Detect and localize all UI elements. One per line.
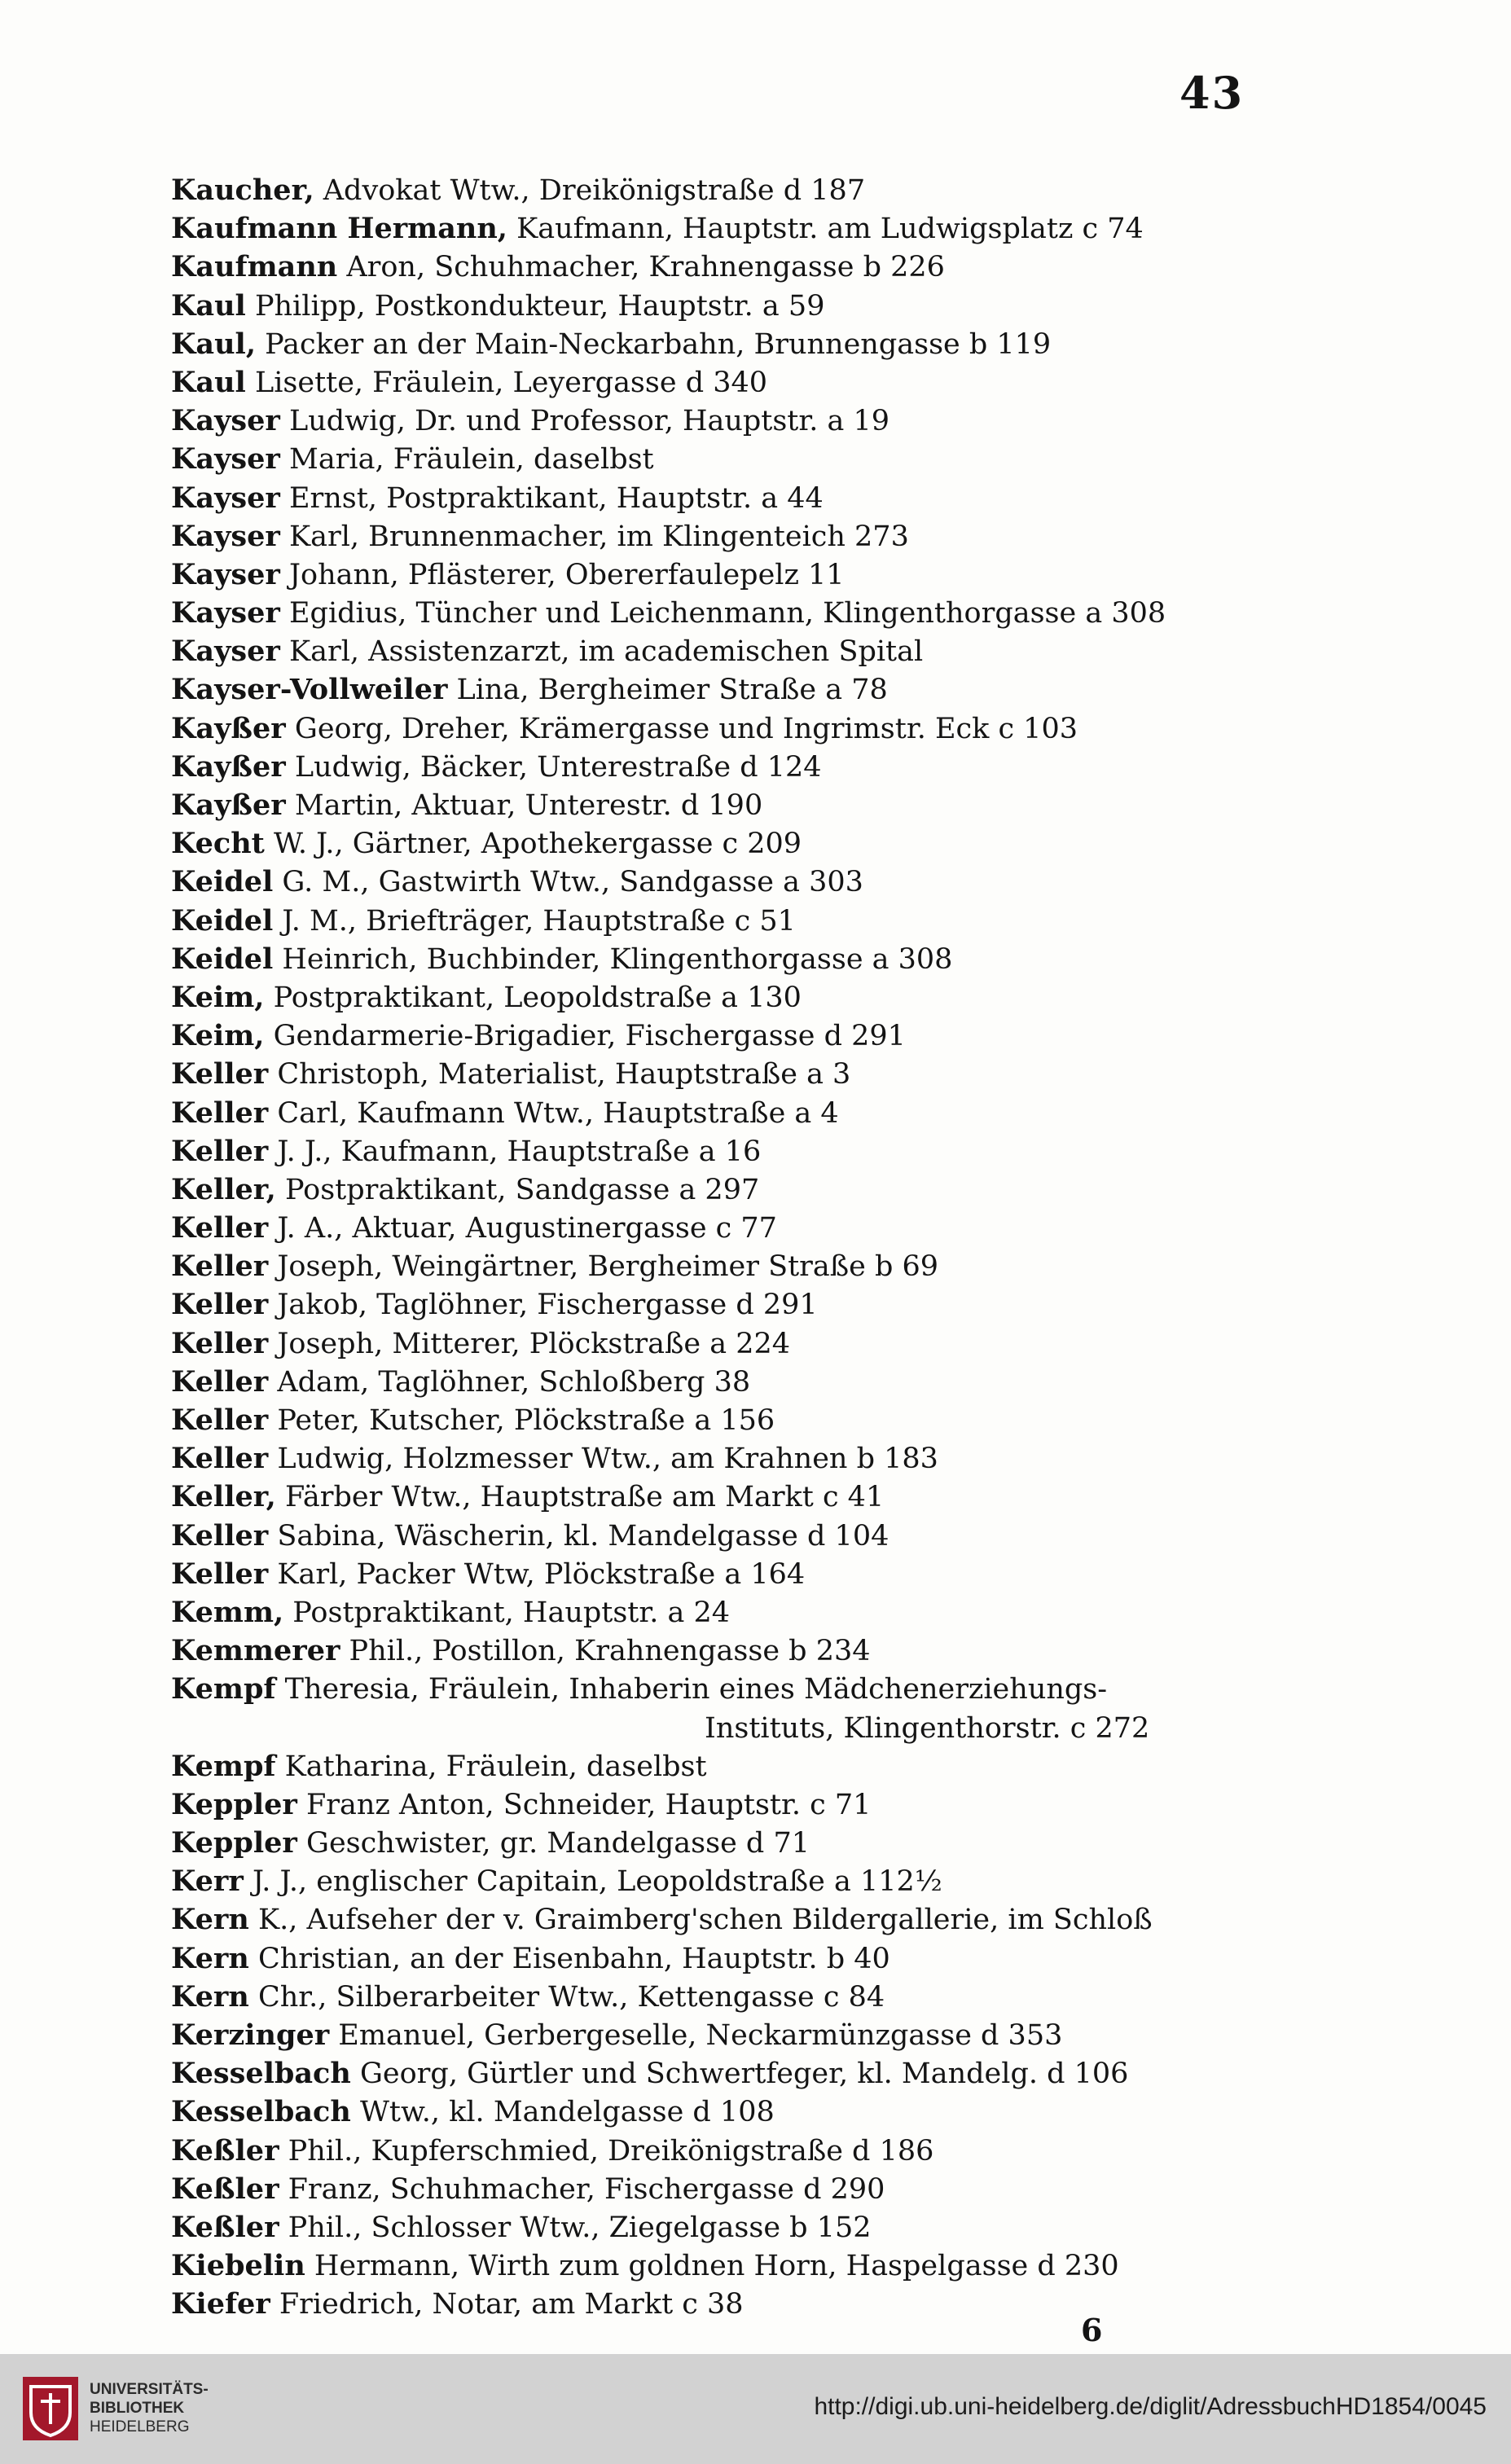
directory-entry (171, 287, 1328, 325)
entry-details: Postpraktikant, Sandgasse a 297 (275, 1173, 760, 1206)
directory-entry (171, 1978, 1328, 2016)
entry-surname: Keppler (171, 1826, 297, 1860)
entry-surname: Kaucher, (171, 173, 314, 207)
library-name (90, 2380, 209, 2436)
entry-details: Katharina, Fräulein, daselbst (275, 1750, 707, 1783)
directory-entry (171, 632, 1328, 670)
directory-entry (171, 1862, 1328, 1900)
entry-surname: Keppler (171, 1787, 297, 1821)
entry-details: Gendarmerie-Brigadier, Fischergasse d 291 (264, 1020, 906, 1053)
entry-surname: Keidel (171, 903, 274, 938)
entry-surname: Kayser (171, 481, 280, 515)
directory-entry (171, 517, 1328, 556)
university-seal-icon (23, 2377, 78, 2440)
directory-entry (171, 1478, 1328, 1516)
entry-surname: Keidel (171, 942, 274, 976)
entry-details: Philipp, Postkondukteur, Hauptstr. a 59 (245, 289, 825, 323)
library-name-line2: BIBLIOTHEK (90, 2400, 185, 2417)
directory-entry (171, 479, 1328, 517)
entry-surname: Kecht (171, 827, 265, 861)
viewer-footer (0, 2354, 1511, 2464)
entry-details: Franz Anton, Schneider, Hauptstr. c 71 (296, 1788, 872, 1821)
directory-entry (171, 2054, 1328, 2093)
directory-entry (171, 402, 1328, 440)
directory-entry (171, 2170, 1328, 2208)
entry-surname: Kayser (171, 596, 280, 630)
entry-details: Packer an der Main-Neckarbahn, Brunnengasse b 119 (256, 327, 1052, 361)
directory-entry (171, 325, 1328, 363)
directory-entry (171, 786, 1328, 824)
entry-details: Egidius, Tüncher und Leichenmann, Klingenthorgasse a 308 (279, 597, 1166, 630)
entry-details: Kaufmann, Hauptstr. am Ludwigsplatz c 74 (507, 213, 1144, 246)
entry-details: Christoph, Materialist, Hauptstraße a 3 (268, 1058, 851, 1091)
directory-entry (171, 1055, 1328, 1093)
entry-surname: Kayser (171, 557, 280, 591)
directory-entry (171, 863, 1328, 901)
entry-surname: Keßler (171, 2133, 279, 2168)
entry-surname: Kesselbach (171, 2095, 351, 2129)
entry-details: Färber Wtw., Hauptstraße am Markt c 41 (275, 1481, 885, 1514)
entry-details: Aron, Schuhmacher, Krahnengasse b 226 (337, 251, 945, 284)
entry-details: Theresia, Fräulein, Inhaberin eines Mädchenerziehungs- (275, 1673, 1108, 1706)
entry-details: Advokat Wtw., Dreikönigstraße d 187 (314, 174, 866, 207)
entry-surname: Kerr (171, 1864, 244, 1899)
directory-entry (171, 2247, 1328, 2285)
entry-surname: Keller (171, 1557, 269, 1591)
entry-surname: Keller (171, 1211, 269, 1245)
directory-entry (171, 1209, 1328, 1247)
directory-entry (171, 1670, 1328, 1708)
directory-entry (171, 363, 1328, 402)
directory-entry (171, 709, 1328, 748)
directory-entry (171, 1017, 1328, 1055)
entry-details: Lina, Bergheimer Straße a 78 (447, 674, 888, 707)
entry-surname: Kaul (171, 365, 246, 399)
entry-details: Ludwig, Bäcker, Unterestraße d 124 (285, 750, 822, 784)
entry-surname: Keller (171, 1057, 269, 1091)
entry-details: Phil., Postillon, Krahnengasse b 234 (340, 1635, 871, 1668)
entry-surname: Keßler (171, 2172, 279, 2206)
directory-entry (171, 1939, 1328, 1978)
directory-entry (171, 670, 1328, 709)
entry-details: Maria, Fräulein, daselbst (279, 443, 654, 477)
entry-details: Friedrich, Notar, am Markt c 38 (270, 2288, 744, 2321)
entry-surname: Kerzinger (171, 2018, 330, 2052)
entry-details: Emanuel, Gerbergeselle, Neckarmünzgasse d 353 (329, 2019, 1063, 2052)
entry-details: J. J., Kaufmann, Hauptstraße a 16 (268, 1135, 762, 1168)
entry-surname: Kayßer (171, 749, 286, 784)
entry-details: Peter, Kutscher, Plöckstraße a 156 (268, 1404, 775, 1437)
entry-details: Heinrich, Buchbinder, Klingenthorgasse a 308 (273, 942, 953, 976)
directory-entry (171, 1132, 1328, 1171)
entry-details: Ludwig, Dr. und Professor, Hauptstr. a 19 (279, 405, 890, 438)
directory-entry (171, 978, 1328, 1017)
entry-surname: Kiebelin (171, 2249, 305, 2283)
directory-entry (171, 209, 1328, 248)
entry-surname: Kaufmann Hermann, (171, 212, 507, 246)
entry-details: Johann, Pflästerer, Obererfaulepelz 11 (279, 558, 845, 591)
entry-surname: Keller (171, 1134, 269, 1168)
entry-details: Carl, Kaufmann Wtw., Hauptstraße a 4 (268, 1096, 839, 1130)
directory-entry (171, 1401, 1328, 1439)
directory-entry (171, 940, 1328, 978)
entry-surname: Kiefer (171, 2287, 270, 2321)
directory-entry (171, 1247, 1328, 1285)
directory-entry (171, 171, 1328, 209)
directory-entry (171, 1517, 1328, 1555)
printer-signature-mark: 6 (1081, 2312, 1103, 2348)
entry-details: Sabina, Wäscherin, kl. Mandelgasse d 104 (268, 1519, 889, 1553)
directory-entry (171, 1555, 1328, 1593)
directory-entries (171, 171, 1328, 2324)
entry-surname: Kern (171, 1903, 249, 1937)
directory-entry (171, 902, 1328, 940)
directory-entry (171, 1785, 1328, 1824)
entry-surname: Kaul, (171, 327, 257, 361)
directory-entry (171, 1900, 1328, 1939)
entry-surname: Keidel (171, 865, 274, 899)
entry-surname: Kayser (171, 635, 280, 669)
entry-details: Franz, Schuhmacher, Fischergasse d 290 (279, 2172, 885, 2206)
entry-details: Postpraktikant, Hauptstr. a 24 (283, 1596, 731, 1629)
directory-entry (171, 1747, 1328, 1785)
entry-surname: Keller (171, 1518, 269, 1553)
entry-details: Martin, Aktuar, Unterestr. d 190 (285, 789, 763, 822)
entry-details: Karl, Packer Wtw, Plöckstraße a 164 (268, 1557, 806, 1591)
directory-entry (171, 1439, 1328, 1478)
entry-details: Geschwister, gr. Mandelgasse d 71 (296, 1827, 810, 1860)
entry-surname: Kesselbach (171, 2057, 351, 2091)
entry-surname: Keller (171, 1250, 269, 1284)
entry-details: Adam, Taglöhner, Schloßberg 38 (268, 1365, 751, 1399)
directory-entry (171, 1363, 1328, 1401)
entry-details: Joseph, Weingärtner, Bergheimer Straße b 69 (268, 1250, 939, 1284)
entry-surname: Kayßer (171, 788, 286, 822)
directory-entry (171, 1171, 1328, 1209)
entry-details: Joseph, Mitterer, Plöckstraße a 224 (268, 1327, 791, 1360)
entry-surname: Keller (171, 1326, 269, 1360)
entry-surname: Kayser-Vollweiler (171, 673, 448, 707)
entry-details: J. J., englischer Capitain, Leopoldstraße a 112½ (243, 1865, 942, 1899)
entry-surname: Keßler (171, 2210, 279, 2244)
directory-entry (171, 1632, 1328, 1670)
directory-entry (171, 594, 1328, 632)
directory-entry (171, 1285, 1328, 1324)
entry-surname: Kayser (171, 519, 280, 553)
entry-details: J. A., Aktuar, Augustinergasse c 77 (268, 1212, 777, 1245)
entry-details: Hermann, Wirth zum goldnen Horn, Haspelgasse d 230 (305, 2250, 1119, 2283)
entry-details: J. M., Briefträger, Hauptstraße c 51 (273, 904, 796, 938)
entry-details: Ernst, Postpraktikant, Hauptstr. a 44 (279, 481, 824, 515)
document-url[interactable]: http://digi.ub.uni-heidelberg.de/diglit/AdressbuchHD1854/0045 (814, 2393, 1487, 2420)
entry-surname: Keller (171, 1364, 269, 1399)
entry-surname: Kayser (171, 442, 280, 477)
entry-surname: Kayßer (171, 711, 286, 745)
entry-surname: Kayser (171, 404, 280, 438)
page-number: 43 (1179, 67, 1245, 119)
entry-surname: Keller (171, 1288, 269, 1322)
entry-surname: Kemmerer (171, 1634, 340, 1668)
library-name-line3: HEIDELBERG (90, 2418, 190, 2435)
entry-surname: Keller (171, 1096, 269, 1130)
entry-surname: Keim, (171, 1019, 265, 1053)
entry-surname: Keim, (171, 980, 265, 1014)
entry-details: K., Aufseher der v. Graimberg'schen Bildergallerie, im Schloß (248, 1904, 1153, 1937)
directory-entry (171, 1324, 1328, 1363)
entry-details: Karl, Assistenzarzt, im academischen Spital (279, 635, 924, 669)
entry-surname: Kaul (171, 288, 246, 323)
entry-surname: Keller, (171, 1480, 276, 1514)
entry-details: Instituts, Klingenthorstr. c 272 (705, 1711, 1150, 1745)
entry-surname: Kaufmann (171, 250, 338, 284)
directory-entry (171, 2132, 1328, 2170)
entry-surname: Kempf (171, 1672, 276, 1706)
directory-entry (171, 2016, 1328, 2054)
entry-details: Postpraktikant, Leopoldstraße a 130 (264, 981, 802, 1014)
entry-details: Phil., Kupferschmied, Dreikönigstraße d 186 (279, 2134, 934, 2168)
directory-entry (171, 248, 1328, 286)
entry-details: Ludwig, Holzmesser Wtw., am Krahnen b 183 (268, 1443, 938, 1476)
directory-entry (171, 2093, 1328, 2131)
entry-details: Karl, Brunnenmacher, im Klingenteich 273 (279, 520, 909, 553)
entry-details: Georg, Gürtler und Schwertfeger, kl. Mandelg. d 106 (350, 2058, 1129, 2091)
entry-surname: Kemm, (171, 1595, 284, 1629)
entry-surname: Kern (171, 1941, 249, 1975)
entry-details: Georg, Dreher, Krämergasse und Ingrimstr. Eck c 103 (285, 712, 1078, 745)
entry-details: Jakob, Taglöhner, Fischergasse d 291 (268, 1289, 818, 1322)
directory-entry (171, 2285, 1328, 2323)
entry-details: Lisette, Fräulein, Leyergasse d 340 (245, 366, 768, 399)
entry-details: Christian, an der Eisenbahn, Hauptstr. b 40 (248, 1942, 890, 1975)
entry-details: Chr., Silberarbeiter Wtw., Kettengasse c 84 (248, 1980, 885, 2014)
directory-entry (171, 824, 1328, 863)
entry-surname: Kempf (171, 1749, 276, 1783)
entry-details: Phil., Schlosser Wtw., Ziegelgasse b 152 (279, 2211, 872, 2244)
directory-entry (171, 440, 1328, 478)
entry-surname: Keller (171, 1442, 269, 1476)
directory-entry (171, 556, 1328, 594)
directory-entry (171, 748, 1328, 786)
library-name-line1: UNIVERSITÄTS- (90, 2381, 209, 2398)
directory-entry (171, 2208, 1328, 2247)
directory-entry (171, 1824, 1328, 1862)
entry-details: W. J., Gärtner, Apothekergasse c 209 (264, 828, 802, 861)
directory-entry (171, 1709, 1328, 1747)
entry-surname: Kern (171, 1979, 249, 2014)
entry-surname: Keller (171, 1403, 269, 1437)
directory-entry (171, 1094, 1328, 1132)
entry-details: Wtw., kl. Mandelgasse d 108 (350, 2096, 775, 2129)
entry-details: G. M., Gastwirth Wtw., Sandgasse a 303 (273, 866, 863, 899)
directory-entry (171, 1593, 1328, 1632)
entry-surname: Keller, (171, 1172, 276, 1206)
